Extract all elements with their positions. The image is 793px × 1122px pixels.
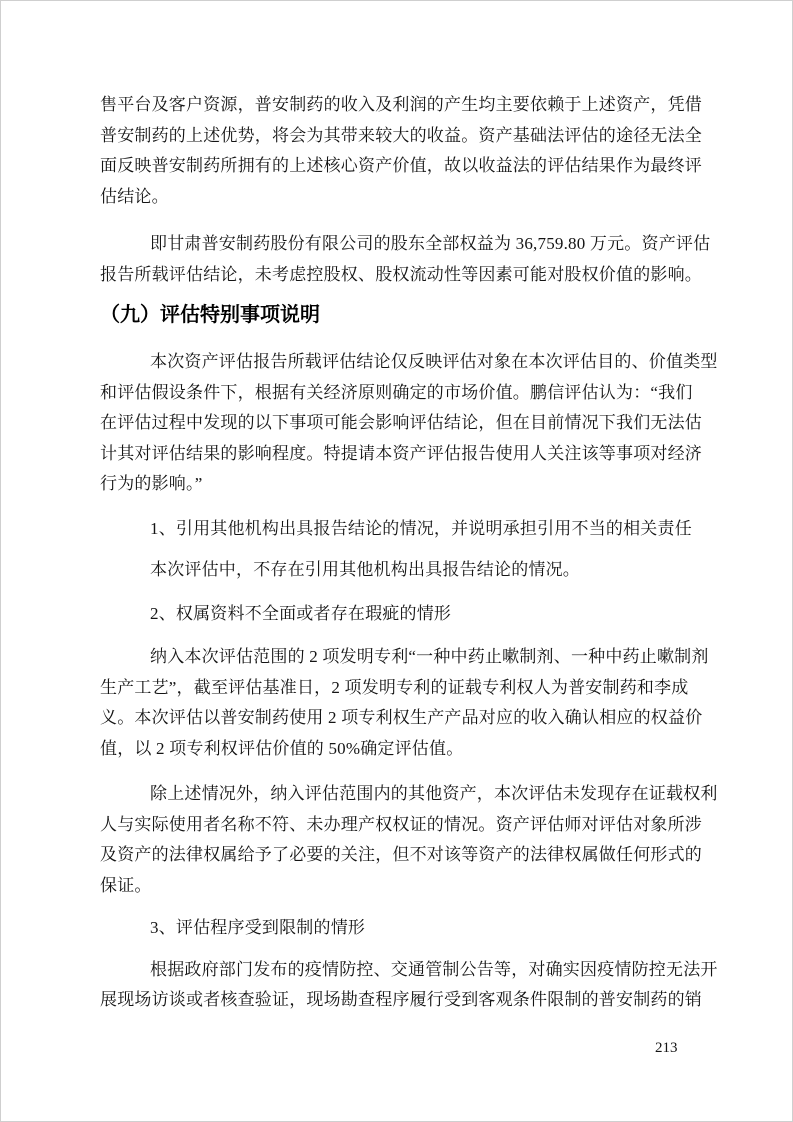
text-line: 普安制药的上述优势，将会为其带来较大的收益。资产基础法评估的途径无法全: [100, 125, 702, 145]
text-line: 根据政府部门发布的疫情防控、交通管制公告等，对确实因疫情防控无法开: [150, 959, 718, 979]
text-line: 生产工艺”，截至评估基准日，2 项发明专利的证载专利权人为普安制药和李成: [100, 677, 689, 697]
text-line: 售平台及客户资源，普安制药的收入及利润的产生均主要依赖于上述资产，凭借: [100, 95, 702, 114]
text-line: 计其对评估结果的影响程度。特提请本资产评估报告使用人关注该等事项对经济: [100, 443, 702, 463]
text-line: 报告所载评估结论，未考虑控股权、股权流动性等因素可能对股权价值的影响。: [100, 264, 702, 284]
section-heading-special-matters: （九）评估特别事项说明: [100, 304, 320, 326]
text-line: 面反映普安制药所拥有的上述核心资产价值，故以收益法的评估结果作为最终评: [100, 156, 702, 175]
paragraph-equity-value: [100, 229, 711, 290]
page-number: 213: [655, 1040, 678, 1056]
text-line: 人与实际使用者名称不符、未办理产权权证的情况。资产评估师对评估对象所涉: [100, 814, 702, 834]
text-line: 除上述情况外，纳入评估范围内的其他资产，本次评估未发现存在证载权利: [150, 784, 718, 803]
text-line: 及资产的法律权属给予了必要的关注，但不对该等资产的法律权属做任何形式的: [100, 845, 702, 864]
text-line: 值，以 2 项专利权评估价值的 50%确定评估值。: [100, 738, 464, 758]
page-content: [100, 90, 718, 1016]
text-line: 纳入本次评估范围的 2 项发明专利“一种中药止嗽制剂、一种中药止嗽制剂: [150, 647, 709, 666]
paragraph-income-approach-conclusion: [100, 90, 700, 212]
text-line: 义。本次评估以普安制药使用 2 项专利权生产产品对应的收入确认相应的权益价: [100, 708, 703, 727]
paragraph-procedure-limits: [100, 955, 718, 1016]
item-3-heading: 3、评估程序受到限制的情形: [150, 918, 366, 937]
item-2-heading: 2、权属资料不全面或者存在瑕疵的情形: [150, 603, 452, 623]
item-1-body: 本次评估中，不存在引用其他机构出具报告结论的情况。: [150, 560, 580, 579]
text-line: 保证。: [100, 875, 152, 895]
paragraph-other-assets: [100, 779, 718, 901]
text-line: 估结论。: [100, 186, 169, 206]
text-line: 即甘肃普安制药股份有限公司的股东全部权益为 36,759.80 万元。资产评估: [150, 234, 711, 253]
text-line: 在评估过程中发现的以下事项可能会影响评估结论，但在目前情况下我们无法估: [100, 413, 702, 432]
text-line: 和评估假设条件下，根据有关经济原则确定的市场价值。鹏信评估认为：“我们: [100, 382, 693, 402]
item-1-heading: 1、引用其他机构出具报告结论的情况，并说明承担引用不当的相关责任: [150, 518, 692, 538]
text-line: 本次资产评估报告所载评估结论仅反映评估对象在本次评估目的、价值类型: [150, 352, 718, 371]
text-line: 展现场访谈或者核查验证，现场勘查程序履行受到客观条件限制的普安制药的销: [100, 990, 702, 1009]
paragraph-special-matters-intro: [100, 347, 718, 500]
paragraph-patents: [100, 642, 709, 764]
text-line: 行为的影响。”: [100, 474, 203, 493]
